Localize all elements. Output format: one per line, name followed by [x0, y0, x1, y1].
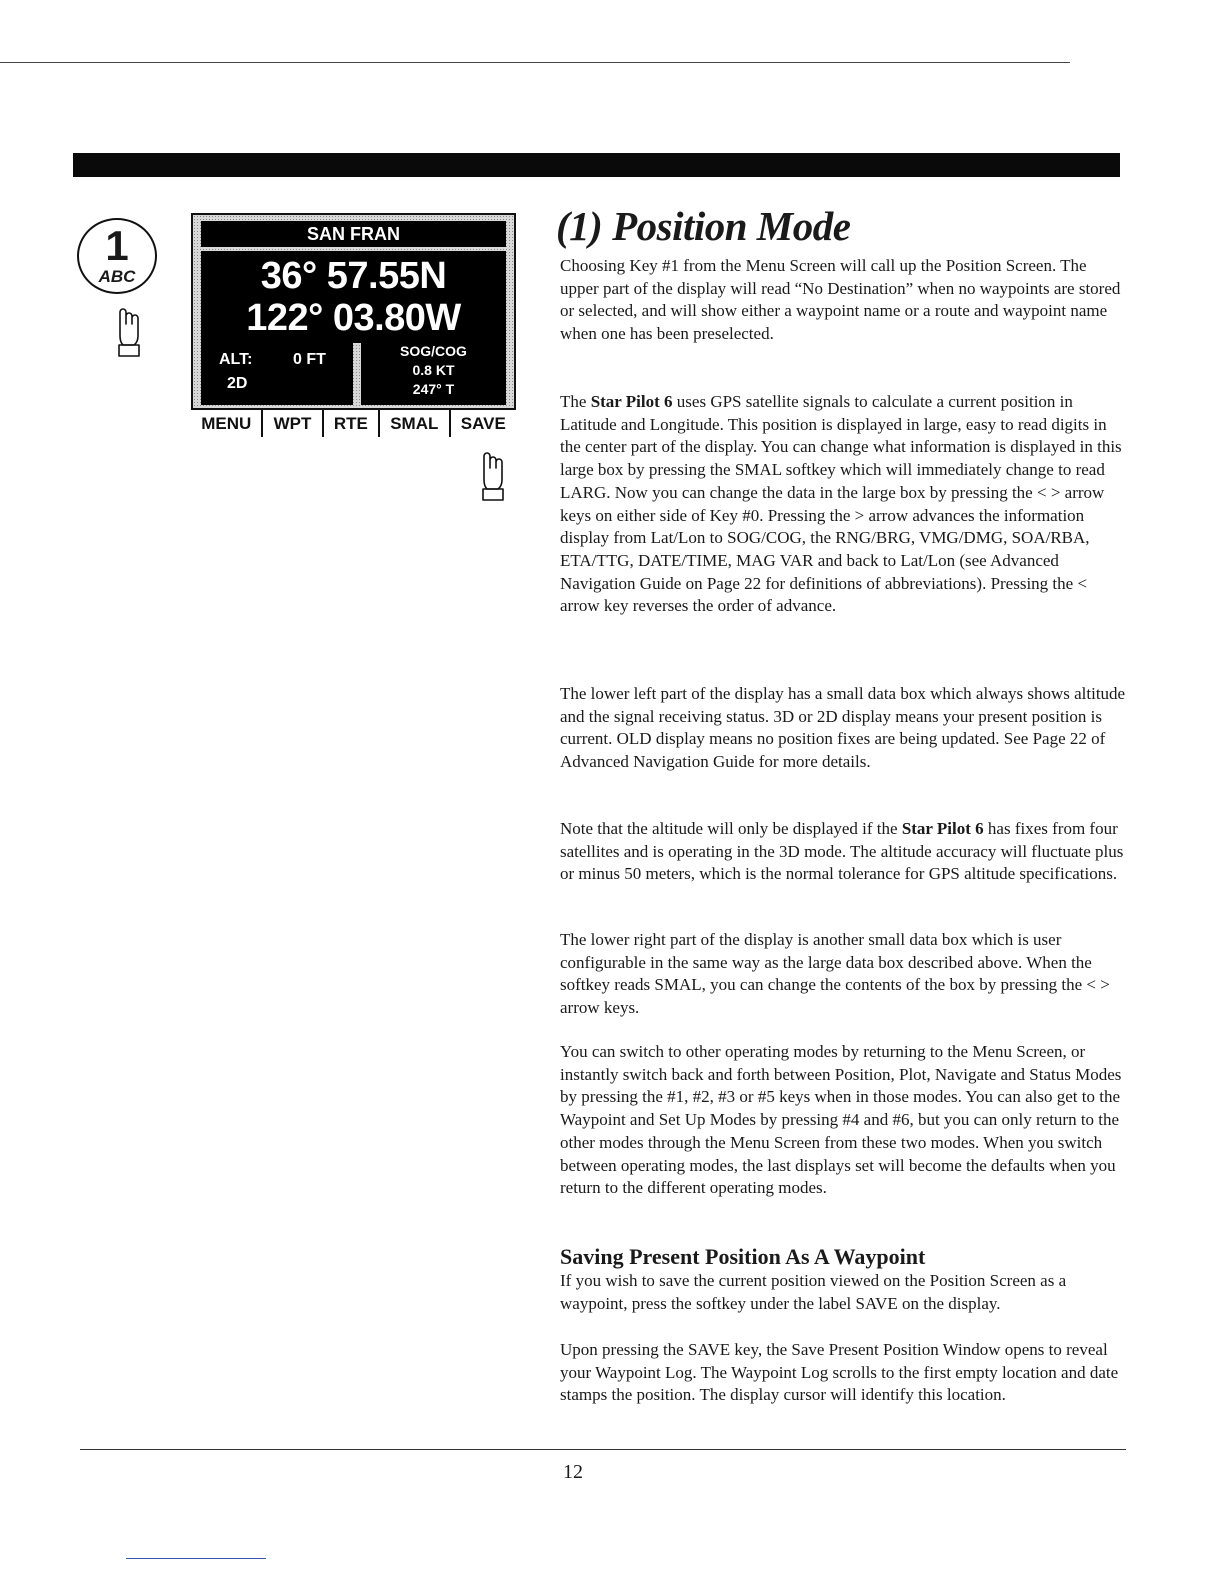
paragraph-text: The lower right part of the display is another small data box which is user configurable in the same way as the large data box described above. When the softkey reads SMAL, you can change the contents of the box by pressing the < > arrow keys.	[560, 930, 1110, 1018]
paragraph-text: If you wish to save the current position viewed on the Position Screen as a waypoint, press the softkey under the label SAVE on the display.	[560, 1271, 1067, 1313]
sog-cog-label: SOG/COG	[400, 343, 467, 359]
pointing-hand-icon	[114, 306, 144, 358]
paragraph-lower-left	[560, 683, 1128, 774]
mode-number: (1)	[556, 203, 603, 249]
mode-title: Position Mode	[612, 203, 851, 249]
footer-rule	[80, 1449, 1126, 1450]
page-number: 12	[563, 1461, 583, 1483]
product-name: Star Pilot 6	[590, 392, 673, 411]
page-title	[556, 200, 850, 252]
paragraph-text: Upon pressing the SAVE key, the Save Present Position Window opens to reveal your Waypoint Log. The Waypoint Log scrolls to the first empty location and date stamps the position. The display cursor will identify this location.	[560, 1340, 1119, 1405]
softkey-bar	[191, 408, 516, 437]
paragraph-intro	[560, 255, 1128, 346]
longitude-readout: 122° 03.80W	[246, 297, 461, 339]
altitude-value: 0 FT	[293, 351, 326, 368]
paragraph-modes	[560, 1041, 1128, 1200]
speed-readout: 0.8 KT	[412, 362, 455, 378]
top-rule	[0, 62, 1070, 63]
key-number: 1	[105, 222, 129, 269]
paragraph-save-key	[560, 1339, 1128, 1407]
paragraph-lat-lon	[560, 391, 1128, 618]
paragraph-text: Choosing Key #1 from the Menu Screen will call up the Position Screen. The upper part of the display will read “No Destination” when no waypoints are stored or selected, and will show either a waypoint name or a route and waypoint name when one has been preselected.	[560, 256, 1121, 344]
paragraph-text	[560, 391, 1128, 618]
sog-cog-box	[361, 339, 506, 405]
paragraph-lead: The	[560, 392, 591, 411]
wpt-softkey[interactable]: WPT	[261, 410, 321, 437]
position-screen-display	[191, 213, 516, 435]
save-softkey[interactable]: SAVE	[449, 410, 516, 437]
paragraph-body: has fixes from four satellites and is operating in the 3D mode. The altitude accuracy will fluctuate plus or minus 50 meters, which is the normal tolerance for GPS altitude specifications.	[560, 819, 1124, 884]
key-letters: ABC	[98, 267, 136, 286]
scan-artifact-line	[126, 1558, 266, 1559]
paragraph-text: The lower left part of the display has a small data box which always shows altitude and the signal receiving status. 3D or 2D display means your present position is current. OLD display means no position fixes are being updated. See Page 22 of Advanced Navigation Guide for more details.	[560, 684, 1126, 772]
course-readout: 247° T	[412, 381, 455, 397]
latitude-readout: 36° 57.55N	[260, 255, 447, 297]
destination-title: SAN FRAN	[201, 221, 506, 247]
menu-softkey[interactable]: MENU	[201, 414, 252, 433]
product-name: Star Pilot 6	[901, 819, 984, 838]
section-saving-position	[560, 1244, 1128, 1315]
key-1-badge-icon	[77, 218, 157, 294]
section-heading: Saving Present Position As A Waypoint	[560, 1244, 926, 1269]
paragraph-body: uses GPS satellite signals to calculate a current position in Latitude and Longitude. This position is displayed in large, easy to read digits in the center part of the display. You can change what information is displayed in this large box by pressing the SMAL softkey which will immediately change to read LARG. Now you can change the data in the large box by pressing the < > arrow keys on either side of Key #0. Pressing the > arrow advances the information display from Lat/Lon to SOG/COG, the RNG/BRG, VMG/DMG, SOA/RBA, ETA/TTG, DATE/TIME, MAG VAR and back to Lat/Lon (see Advanced Navigation Guide on Page 22 for definitions of abbreviations). Pressing the < arrow key reverses the order of advance.	[560, 392, 1122, 616]
altitude-box	[201, 339, 353, 405]
fix-mode-status: 2D	[227, 375, 248, 392]
paragraph-altitude	[560, 818, 1128, 886]
paragraph-lead: Note that the altitude will only be displayed if the	[560, 819, 902, 838]
altitude-label: ALT:	[219, 351, 253, 368]
smal-softkey[interactable]: SMAL	[378, 410, 449, 437]
paragraph-lower-right	[560, 929, 1128, 1020]
paragraph-text	[560, 818, 1128, 886]
header-band	[73, 153, 1120, 177]
rte-softkey[interactable]: RTE	[322, 410, 378, 437]
coordinate-box	[201, 251, 506, 343]
pointing-hand-icon	[478, 450, 508, 502]
paragraph-text: You can switch to other operating modes by returning to the Menu Screen, or instantly switch back and forth between Position, Plot, Navigate and Status Modes by pressing the #1, #2, #3 or #5 keys when in those modes. You can also get to the Waypoint and Set Up Modes by pressing #4 and #6, but you can only return to the other modes through the Menu Screen from these two modes. When you switch between operating modes, the last displays set will become the defaults when you return to the different operating modes.	[560, 1042, 1122, 1198]
